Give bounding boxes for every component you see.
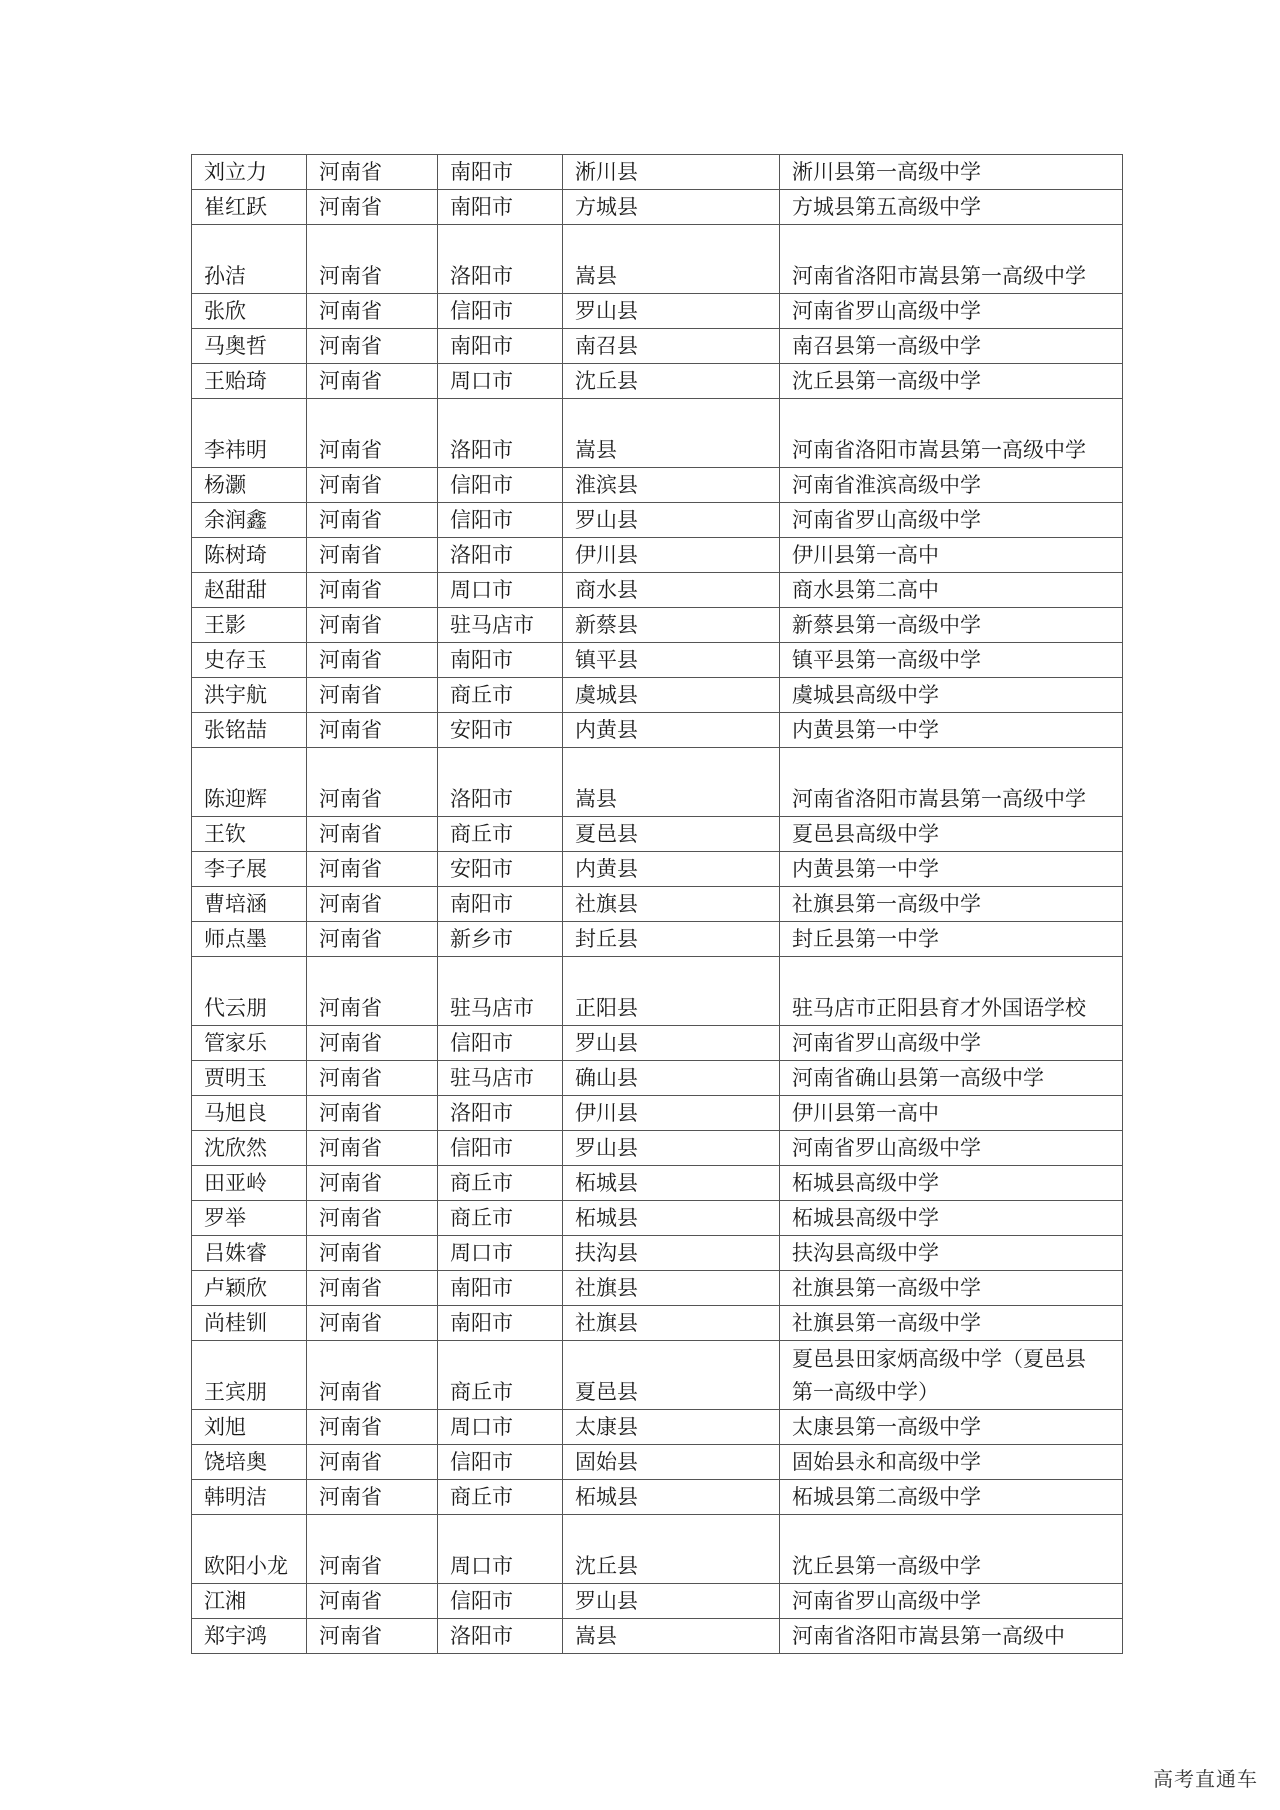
table-row	[192, 713, 1123, 748]
table-row	[192, 608, 1123, 643]
school-cell: 伊川县第一高中	[780, 1096, 1123, 1131]
school-cell: 社旗县第一高级中学	[780, 1271, 1123, 1306]
student-name-cell: 田亚岭	[192, 1166, 307, 1201]
county-cell: 淅川县	[563, 155, 780, 190]
city-cell: 商丘市	[438, 1341, 563, 1410]
student-name-cell: 张欣	[192, 294, 307, 329]
province-cell: 河南省	[307, 1445, 438, 1480]
city-cell: 信阳市	[438, 1584, 563, 1619]
student-name-cell: 沈欣然	[192, 1131, 307, 1166]
city-cell: 南阳市	[438, 155, 563, 190]
province-cell: 河南省	[307, 1131, 438, 1166]
student-name-cell: 王宾朋	[192, 1341, 307, 1410]
student-name-cell: 管家乐	[192, 1026, 307, 1061]
county-cell: 沈丘县	[563, 364, 780, 399]
county-cell: 沈丘县	[563, 1515, 780, 1584]
student-table-body	[192, 155, 1123, 1654]
school-cell: 方城县第五高级中学	[780, 190, 1123, 225]
student-name-cell: 罗举	[192, 1201, 307, 1236]
province-cell: 河南省	[307, 957, 438, 1026]
county-cell: 扶沟县	[563, 1236, 780, 1271]
table-row	[192, 887, 1123, 922]
city-cell: 南阳市	[438, 887, 563, 922]
table-row	[192, 1201, 1123, 1236]
student-name-cell: 史存玉	[192, 643, 307, 678]
city-cell: 周口市	[438, 1236, 563, 1271]
province-cell: 河南省	[307, 922, 438, 957]
student-name-cell: 马奥哲	[192, 329, 307, 364]
student-name-cell: 李祎明	[192, 399, 307, 468]
table-row	[192, 1445, 1123, 1480]
school-cell: 沈丘县第一高级中学	[780, 364, 1123, 399]
student-name-cell: 吕姝睿	[192, 1236, 307, 1271]
student-name-cell: 韩明洁	[192, 1480, 307, 1515]
school-cell: 淅川县第一高级中学	[780, 155, 1123, 190]
province-cell: 河南省	[307, 817, 438, 852]
city-cell: 信阳市	[438, 1026, 563, 1061]
city-cell: 洛阳市	[438, 399, 563, 468]
school-cell: 社旗县第一高级中学	[780, 1306, 1123, 1341]
student-name-cell: 王钦	[192, 817, 307, 852]
province-cell: 河南省	[307, 1201, 438, 1236]
county-cell: 罗山县	[563, 1026, 780, 1061]
county-cell: 固始县	[563, 1445, 780, 1480]
table-row	[192, 190, 1123, 225]
school-cell: 河南省洛阳市嵩县第一高级中	[780, 1619, 1123, 1654]
city-cell: 商丘市	[438, 1480, 563, 1515]
school-cell: 固始县永和高级中学	[780, 1445, 1123, 1480]
city-cell: 周口市	[438, 573, 563, 608]
school-cell: 新蔡县第一高级中学	[780, 608, 1123, 643]
province-cell: 河南省	[307, 748, 438, 817]
table-row	[192, 1306, 1123, 1341]
school-cell: 社旗县第一高级中学	[780, 887, 1123, 922]
city-cell: 周口市	[438, 1410, 563, 1445]
student-name-cell: 贾明玉	[192, 1061, 307, 1096]
school-cell: 封丘县第一中学	[780, 922, 1123, 957]
school-cell: 河南省罗山高级中学	[780, 503, 1123, 538]
school-cell: 太康县第一高级中学	[780, 1410, 1123, 1445]
student-table	[191, 154, 1123, 1654]
county-cell: 伊川县	[563, 538, 780, 573]
city-cell: 洛阳市	[438, 538, 563, 573]
student-name-cell: 赵甜甜	[192, 573, 307, 608]
county-cell: 夏邑县	[563, 1341, 780, 1410]
county-cell: 镇平县	[563, 643, 780, 678]
city-cell: 信阳市	[438, 1445, 563, 1480]
student-name-cell: 王贻琦	[192, 364, 307, 399]
city-cell: 周口市	[438, 364, 563, 399]
table-row	[192, 1166, 1123, 1201]
school-cell: 河南省洛阳市嵩县第一高级中学	[780, 748, 1123, 817]
county-cell: 方城县	[563, 190, 780, 225]
city-cell: 驻马店市	[438, 608, 563, 643]
county-cell: 新蔡县	[563, 608, 780, 643]
city-cell: 周口市	[438, 1515, 563, 1584]
school-cell: 夏邑县田家炳高级中学（夏邑县第一高级中学）	[780, 1341, 1123, 1410]
student-name-cell: 孙洁	[192, 225, 307, 294]
student-name-cell: 代云朋	[192, 957, 307, 1026]
table-row	[192, 1341, 1123, 1410]
table-row	[192, 155, 1123, 190]
county-cell: 社旗县	[563, 887, 780, 922]
province-cell: 河南省	[307, 364, 438, 399]
city-cell: 南阳市	[438, 1271, 563, 1306]
student-name-cell: 崔红跃	[192, 190, 307, 225]
school-cell: 镇平县第一高级中学	[780, 643, 1123, 678]
county-cell: 太康县	[563, 1410, 780, 1445]
school-cell: 河南省确山县第一高级中学	[780, 1061, 1123, 1096]
table-row	[192, 643, 1123, 678]
city-cell: 南阳市	[438, 190, 563, 225]
city-cell: 洛阳市	[438, 225, 563, 294]
province-cell: 河南省	[307, 503, 438, 538]
city-cell: 安阳市	[438, 713, 563, 748]
student-name-cell: 李子展	[192, 852, 307, 887]
student-name-cell: 刘旭	[192, 1410, 307, 1445]
student-name-cell: 郑宇鸿	[192, 1619, 307, 1654]
school-cell: 河南省淮滨高级中学	[780, 468, 1123, 503]
student-name-cell: 饶培奥	[192, 1445, 307, 1480]
school-cell: 沈丘县第一高级中学	[780, 1515, 1123, 1584]
county-cell: 嵩县	[563, 748, 780, 817]
school-cell: 扶沟县高级中学	[780, 1236, 1123, 1271]
city-cell: 南阳市	[438, 643, 563, 678]
student-name-cell: 曹培涵	[192, 887, 307, 922]
student-name-cell: 刘立力	[192, 155, 307, 190]
city-cell: 信阳市	[438, 294, 563, 329]
school-cell: 河南省罗山高级中学	[780, 1131, 1123, 1166]
table-row	[192, 1410, 1123, 1445]
county-cell: 嵩县	[563, 225, 780, 294]
student-name-cell: 陈树琦	[192, 538, 307, 573]
table-row	[192, 817, 1123, 852]
city-cell: 南阳市	[438, 329, 563, 364]
table-row	[192, 329, 1123, 364]
province-cell: 河南省	[307, 225, 438, 294]
county-cell: 南召县	[563, 329, 780, 364]
school-cell: 内黄县第一中学	[780, 713, 1123, 748]
school-cell: 驻马店市正阳县育才外国语学校	[780, 957, 1123, 1026]
province-cell: 河南省	[307, 538, 438, 573]
city-cell: 洛阳市	[438, 1096, 563, 1131]
county-cell: 内黄县	[563, 713, 780, 748]
province-cell: 河南省	[307, 678, 438, 713]
province-cell: 河南省	[307, 573, 438, 608]
school-cell: 河南省洛阳市嵩县第一高级中学	[780, 399, 1123, 468]
table-row	[192, 852, 1123, 887]
student-name-cell: 杨灏	[192, 468, 307, 503]
school-cell: 河南省罗山高级中学	[780, 1584, 1123, 1619]
student-name-cell: 尚桂钏	[192, 1306, 307, 1341]
student-name-cell: 洪宇航	[192, 678, 307, 713]
province-cell: 河南省	[307, 713, 438, 748]
county-cell: 内黄县	[563, 852, 780, 887]
city-cell: 商丘市	[438, 678, 563, 713]
table-row	[192, 225, 1123, 294]
county-cell: 社旗县	[563, 1271, 780, 1306]
county-cell: 柘城县	[563, 1166, 780, 1201]
school-cell: 虞城县高级中学	[780, 678, 1123, 713]
school-cell: 南召县第一高级中学	[780, 329, 1123, 364]
table-row	[192, 294, 1123, 329]
table-row	[192, 1131, 1123, 1166]
city-cell: 洛阳市	[438, 1619, 563, 1654]
school-cell: 夏邑县高级中学	[780, 817, 1123, 852]
watermark-text: 高考直通车	[1153, 1767, 1258, 1791]
table-row	[192, 1619, 1123, 1654]
school-cell: 河南省罗山高级中学	[780, 294, 1123, 329]
province-cell: 河南省	[307, 1166, 438, 1201]
table-row	[192, 1584, 1123, 1619]
province-cell: 河南省	[307, 608, 438, 643]
table-row	[192, 399, 1123, 468]
table-row	[192, 1271, 1123, 1306]
province-cell: 河南省	[307, 852, 438, 887]
province-cell: 河南省	[307, 399, 438, 468]
table-row	[192, 678, 1123, 713]
province-cell: 河南省	[307, 643, 438, 678]
province-cell: 河南省	[307, 1619, 438, 1654]
city-cell: 信阳市	[438, 1131, 563, 1166]
county-cell: 罗山县	[563, 1584, 780, 1619]
province-cell: 河南省	[307, 1480, 438, 1515]
county-cell: 封丘县	[563, 922, 780, 957]
county-cell: 柘城县	[563, 1480, 780, 1515]
student-name-cell: 欧阳小龙	[192, 1515, 307, 1584]
table-row	[192, 1026, 1123, 1061]
county-cell: 柘城县	[563, 1201, 780, 1236]
table-row	[192, 573, 1123, 608]
student-name-cell: 陈迎辉	[192, 748, 307, 817]
school-cell: 柘城县高级中学	[780, 1166, 1123, 1201]
province-cell: 河南省	[307, 1061, 438, 1096]
table-row	[192, 1236, 1123, 1271]
school-cell: 商水县第二高中	[780, 573, 1123, 608]
province-cell: 河南省	[307, 190, 438, 225]
city-cell: 驻马店市	[438, 957, 563, 1026]
school-cell: 内黄县第一中学	[780, 852, 1123, 887]
province-cell: 河南省	[307, 1515, 438, 1584]
table-row	[192, 748, 1123, 817]
table-row	[192, 538, 1123, 573]
school-cell: 河南省罗山高级中学	[780, 1026, 1123, 1061]
student-name-cell: 王影	[192, 608, 307, 643]
city-cell: 商丘市	[438, 1166, 563, 1201]
table-row	[192, 1096, 1123, 1131]
county-cell: 正阳县	[563, 957, 780, 1026]
city-cell: 商丘市	[438, 817, 563, 852]
province-cell: 河南省	[307, 1306, 438, 1341]
table-row	[192, 1515, 1123, 1584]
county-cell: 伊川县	[563, 1096, 780, 1131]
city-cell: 安阳市	[438, 852, 563, 887]
county-cell: 确山县	[563, 1061, 780, 1096]
province-cell: 河南省	[307, 1271, 438, 1306]
table-row	[192, 957, 1123, 1026]
province-cell: 河南省	[307, 294, 438, 329]
school-cell: 柘城县第二高级中学	[780, 1480, 1123, 1515]
province-cell: 河南省	[307, 1096, 438, 1131]
province-cell: 河南省	[307, 468, 438, 503]
student-name-cell: 张铭喆	[192, 713, 307, 748]
student-name-cell: 师点墨	[192, 922, 307, 957]
table-row	[192, 1061, 1123, 1096]
county-cell: 罗山县	[563, 1131, 780, 1166]
student-name-cell: 江湘	[192, 1584, 307, 1619]
province-cell: 河南省	[307, 1584, 438, 1619]
county-cell: 嵩县	[563, 1619, 780, 1654]
table-row	[192, 1480, 1123, 1515]
province-cell: 河南省	[307, 1026, 438, 1061]
province-cell: 河南省	[307, 1236, 438, 1271]
province-cell: 河南省	[307, 329, 438, 364]
table-row	[192, 922, 1123, 957]
county-cell: 虞城县	[563, 678, 780, 713]
city-cell: 驻马店市	[438, 1061, 563, 1096]
city-cell: 信阳市	[438, 468, 563, 503]
province-cell: 河南省	[307, 887, 438, 922]
county-cell: 商水县	[563, 573, 780, 608]
student-name-cell: 马旭良	[192, 1096, 307, 1131]
table-row	[192, 364, 1123, 399]
city-cell: 信阳市	[438, 503, 563, 538]
table-row	[192, 468, 1123, 503]
school-cell: 伊川县第一高中	[780, 538, 1123, 573]
city-cell: 商丘市	[438, 1201, 563, 1236]
school-cell: 柘城县高级中学	[780, 1201, 1123, 1236]
city-cell: 洛阳市	[438, 748, 563, 817]
county-cell: 嵩县	[563, 399, 780, 468]
province-cell: 河南省	[307, 1410, 438, 1445]
county-cell: 社旗县	[563, 1306, 780, 1341]
city-cell: 南阳市	[438, 1306, 563, 1341]
table-row	[192, 503, 1123, 538]
province-cell: 河南省	[307, 155, 438, 190]
student-name-cell: 余润鑫	[192, 503, 307, 538]
student-name-cell: 卢颖欣	[192, 1271, 307, 1306]
county-cell: 淮滨县	[563, 468, 780, 503]
city-cell: 新乡市	[438, 922, 563, 957]
county-cell: 夏邑县	[563, 817, 780, 852]
school-cell: 河南省洛阳市嵩县第一高级中学	[780, 225, 1123, 294]
county-cell: 罗山县	[563, 503, 780, 538]
province-cell: 河南省	[307, 1341, 438, 1410]
county-cell: 罗山县	[563, 294, 780, 329]
